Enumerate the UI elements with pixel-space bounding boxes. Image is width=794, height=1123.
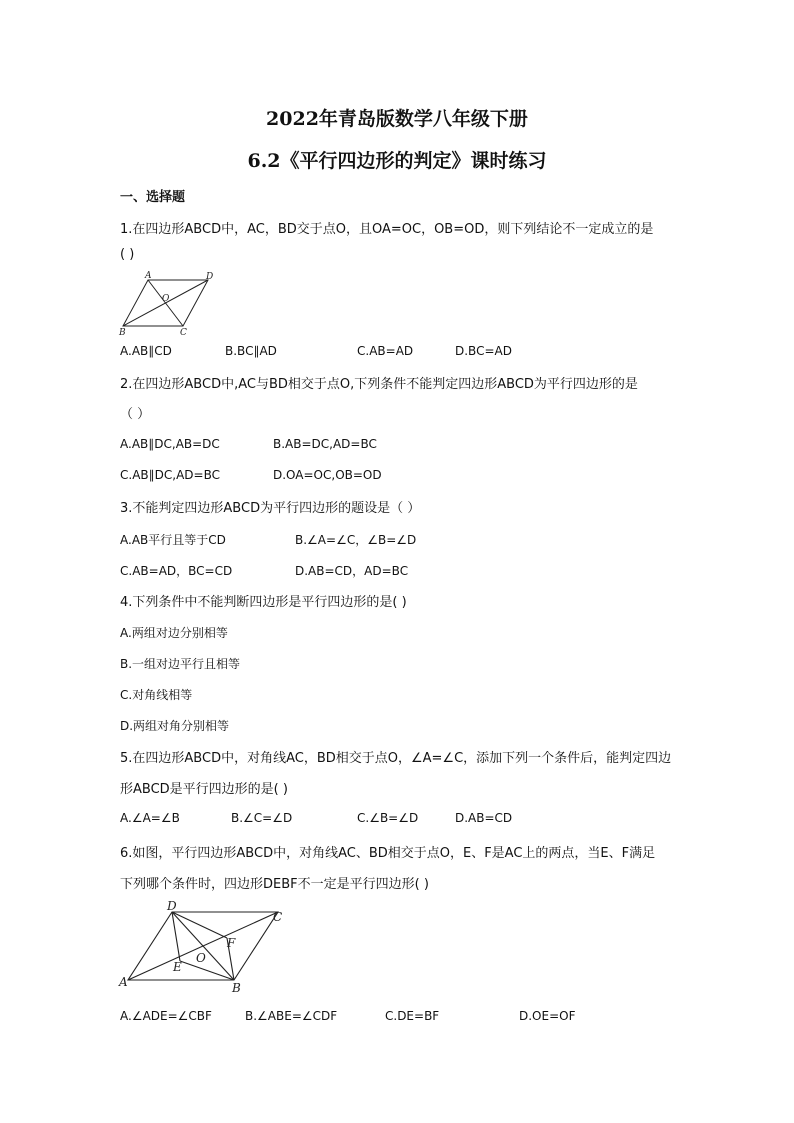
q6-figure (116, 900, 294, 996)
q1-label-d: D (206, 272, 214, 282)
q2-option-d: D.OA=OC,OB=OD (273, 468, 382, 482)
page-subtitle: 6.2《平行四边形的判定》课时练习 (247, 150, 547, 172)
q1-figure (118, 270, 218, 336)
q2-option-b: B.AB=DC,AD=BC (273, 437, 377, 451)
q3-option-a: A.AB平行且等于CD (120, 533, 226, 547)
q6-label-d: D (167, 900, 177, 913)
q4-option-b: B.一组对边平行且相等 (120, 657, 241, 671)
q3-option-d: D.AB=CD，AD=BC (295, 564, 409, 578)
q6-label-b: B (232, 981, 241, 995)
q5-option-c: C.∠B=∠D (357, 811, 419, 825)
q6-label-e: E (173, 960, 182, 974)
q6-option-a: A.∠ADE=∠CBF (120, 1009, 212, 1023)
q6-stem: 6.如图，平行四边形ABCD中，对角线AC、BD相交于点O，E、F是AC上的两点，当E、F满足 (120, 846, 656, 861)
section-heading: 一、选择题 (120, 190, 186, 205)
q5-stem: 5.在四边形ABCD中，对角线AC，BD相交于点O，∠A=∠C，添加下列一个条件后，能判定四边 (120, 751, 672, 766)
q6-label-a: A (119, 975, 128, 989)
q6-option-b: B.∠ABE=∠CDF (245, 1009, 338, 1023)
q1-label-b: B (119, 328, 126, 336)
q4-option-d: D.两组对角分别相等 (120, 719, 230, 733)
q1-label-a: A (145, 271, 152, 281)
q6-option-d: D.OE=OF (519, 1009, 576, 1023)
q6-label-c: C (273, 910, 283, 924)
q4-option-c: C.对角线相等 (120, 688, 193, 702)
q1-label-o: O (162, 294, 170, 304)
q1-option-d: D.BC=AD (455, 344, 512, 358)
q2-stem: 2.在四边形ABCD中,AC与BD相交于点O,下列条件不能判定四边形ABCD为平行四边形的是 (120, 377, 638, 392)
q3-option-b: B.∠A=∠C，∠B=∠D (295, 533, 417, 547)
q1-option-b: B.BC∥AD (225, 344, 277, 358)
q1-option-c: C.AB=AD (357, 344, 414, 358)
q1-paren: ( ) (120, 247, 135, 262)
q4-stem: 4.下列条件中不能判断四边形是平行四边形的是( ) (120, 595, 407, 610)
q5-stem-cont: 形ABCD是平行四边形的是( ) (120, 782, 288, 797)
q5-option-a: A.∠A=∠B (120, 811, 180, 825)
q5-option-b: B.∠C=∠D (231, 811, 293, 825)
q6-stem-cont: 下列哪个条件时，四边形DEBF不一定是平行四边形( ) (120, 877, 429, 892)
q2-paren: （ ） (120, 407, 151, 422)
page-title: 2022年青岛版数学八年级下册 (266, 108, 528, 130)
q4-option-a: A.两组对边分别相等 (120, 626, 228, 640)
q6-option-c: C.DE=BF (385, 1009, 440, 1023)
q6-label-f: F (227, 936, 236, 950)
q2-option-c: C.AB∥DC,AD=BC (120, 468, 220, 482)
q6-label-o: O (196, 951, 206, 965)
q1-label-c: C (180, 328, 187, 336)
q2-option-a: A.AB∥DC,AB=DC (120, 437, 220, 451)
q5-option-d: D.AB=CD (455, 811, 513, 825)
q3-option-c: C.AB=AD，BC=CD (120, 564, 233, 578)
q3-stem: 3.不能判定四边形ABCD为平行四边形的题设是（ ） (120, 501, 421, 516)
q6-segment-df (172, 912, 227, 938)
q1-stem: 1.在四边形ABCD中，AC，BD交于点O，且OA=OC，OB=OD，则下列结论不一定成立的是 (120, 222, 654, 237)
q1-option-a: A.AB∥CD (120, 344, 172, 358)
